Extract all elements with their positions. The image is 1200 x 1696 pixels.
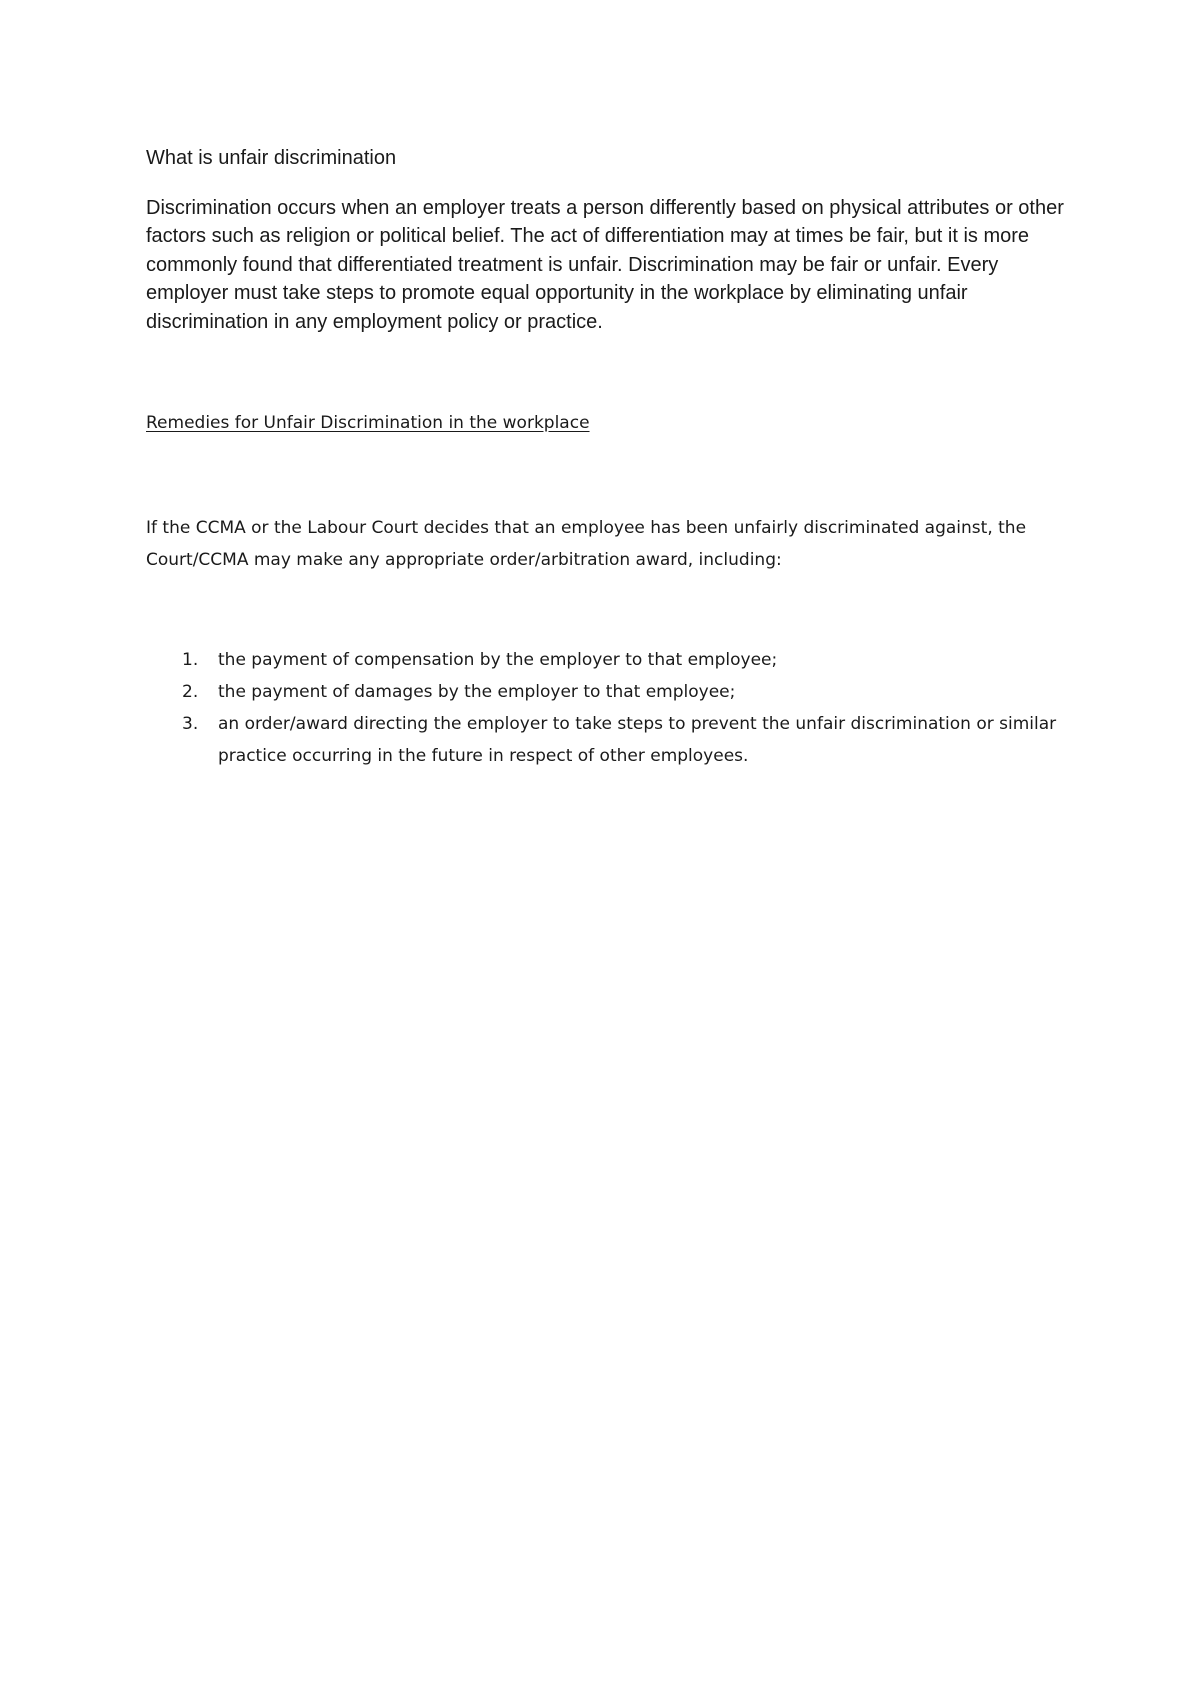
list-item-text: an order/award directing the employer to take steps to prevent the unfair discrimination or similar practice occurring in the future in respect of other employees. <box>218 714 1057 766</box>
remedies-list <box>146 644 1076 772</box>
list-item <box>146 644 1076 676</box>
list-item-number: 1. <box>182 650 199 670</box>
list-item <box>146 676 1076 708</box>
page-title: What is unfair discrimination <box>146 147 397 169</box>
court-paragraph: If the CCMA or the Labour Court decides that an employee has been unfairly discriminated against, the Court/CCMA may make any appropriate order/arbitration award, including: <box>146 518 1027 570</box>
list-item-number: 2. <box>182 682 199 702</box>
list-item-text: the payment of damages by the employer to that employee; <box>218 682 736 702</box>
list-item <box>146 708 1076 772</box>
remedies-heading: Remedies for Unfair Discrimination in the workplace <box>146 413 590 433</box>
list-item-text: the payment of compensation by the employer to that employee; <box>218 650 778 670</box>
intro-paragraph: Discrimination occurs when an employer treats a person differently based on physical attributes or other factors such as religion or political belief. The act of differentiation may at times be fair, but it is more commonly found that differentiated treatment is unfair. Discrimination may be fair or unfair. Every employer must take steps to promote equal opportunity in the workplace by eliminating unfair discrimination in any employment policy or practice. <box>146 197 1064 333</box>
list-item-number: 3. <box>182 714 199 734</box>
